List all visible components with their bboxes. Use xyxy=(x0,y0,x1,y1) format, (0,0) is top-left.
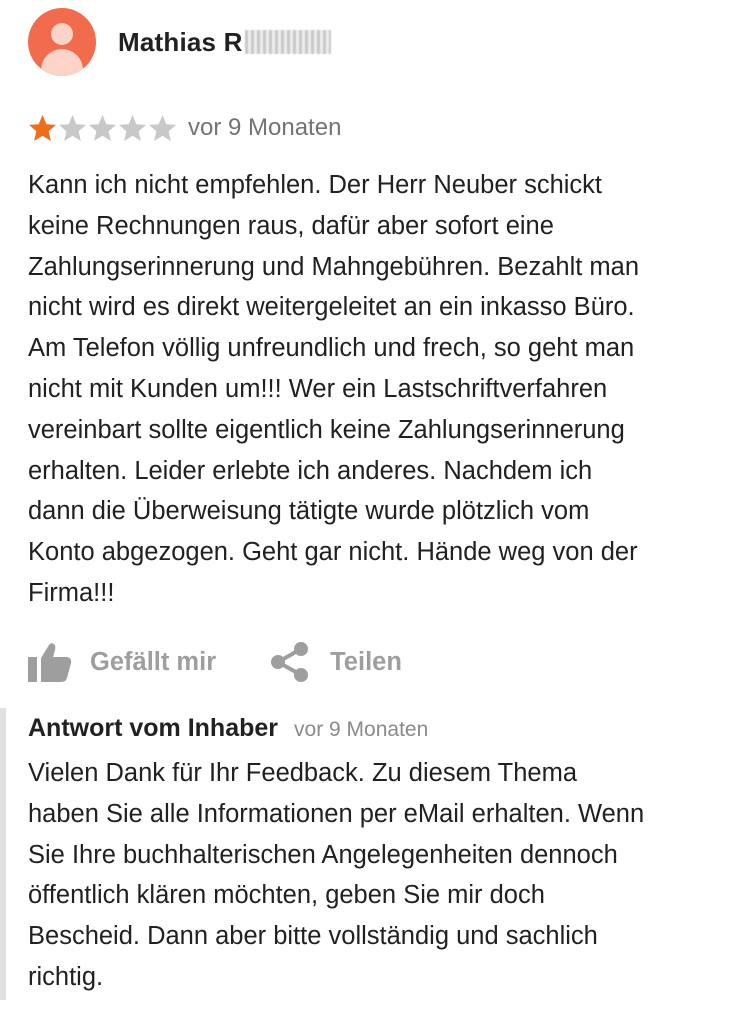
author-name-text: Mathias R xyxy=(118,26,243,57)
like-button[interactable] xyxy=(28,642,216,682)
share-button[interactable] xyxy=(270,641,402,683)
thumbs-up-icon xyxy=(28,642,72,682)
avatar[interactable] xyxy=(28,8,96,76)
owner-reply xyxy=(0,708,733,1000)
star-rating xyxy=(28,114,178,142)
owner-reply-divider xyxy=(0,708,6,1000)
author-name-redaction xyxy=(245,30,331,54)
review-header xyxy=(28,8,331,76)
star-empty-icon xyxy=(58,114,87,142)
review-text: Kann ich nicht empfehlen. Der Herr Neuber schickt keine Rechnungen raus, dafür aber sofort eine Zahlungserinnerung und Mahngebühren. Bezahlt man nicht wird es direkt weitergeleitet an ein inkasso Büro. Am Telefon völlig unfreundlich und frech, so geht man nicht mit Kunden um!!! Wer ein Lastschriftverfahren vereinbart sollte eigentlich keine Zahlungserinnerung erhalten. Leider erlebte ich anderes. Nachdem ich dann die Überweisung tätigte wurde plötzlich vom Konto abgezogen. Geht gar nicht. Hände weg von der Firma!!! xyxy=(28,171,640,607)
owner-reply-text: Vielen Dank für Ihr Feedback. Zu diesem Thema haben Sie alle Informationen per eMail erhalten. Wenn Sie Ihre buchhalterischen Angelegenheiten dennoch öffentlich klären möchten, geben Sie mir doch Bescheid. Dann aber bitte vollständig und sachlich richtig. xyxy=(28,759,645,991)
share-label: Teilen xyxy=(330,647,402,676)
star-filled-icon xyxy=(28,114,57,142)
owner-reply-title: Antwort vom Inhaber xyxy=(28,714,279,742)
author-name[interactable] xyxy=(118,27,331,58)
star-empty-icon xyxy=(118,114,147,142)
owner-reply-date: vor 9 Monaten xyxy=(294,718,429,741)
star-empty-icon xyxy=(148,114,177,142)
star-empty-icon xyxy=(88,114,117,142)
review-date: vor 9 Monaten xyxy=(188,114,342,141)
rating-row xyxy=(28,110,341,146)
avatar-head-shape xyxy=(51,23,73,45)
owner-reply-header xyxy=(28,714,428,743)
like-label: Gefällt mir xyxy=(90,647,217,676)
share-icon xyxy=(270,641,310,683)
avatar-shoulders-shape xyxy=(41,49,83,76)
review-actions xyxy=(28,634,402,690)
